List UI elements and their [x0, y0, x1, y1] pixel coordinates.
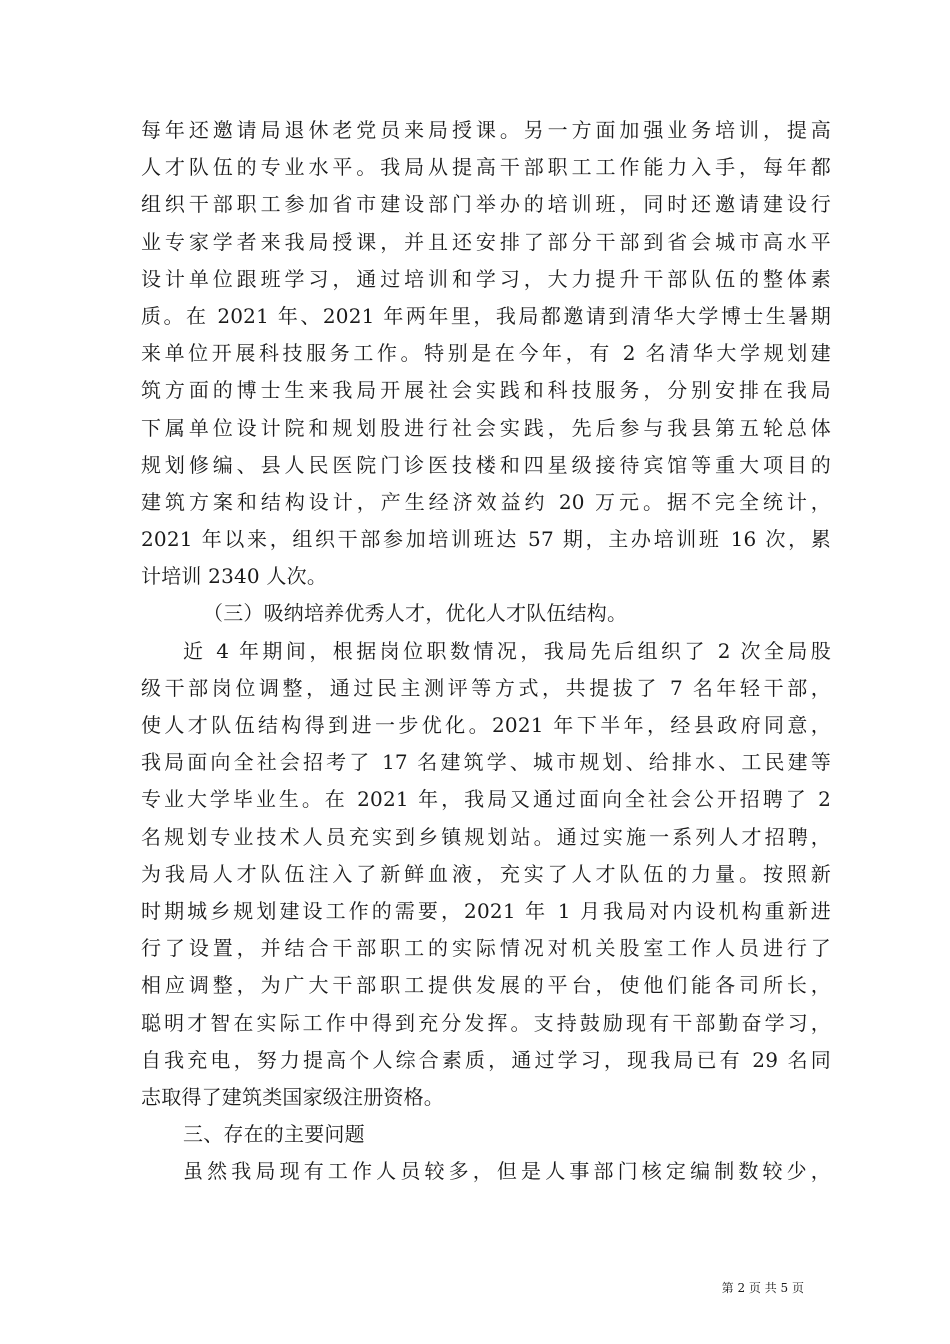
text-line: 规划修编、县人民医院门诊医技楼和四星级接待宾馆等重大项目的: [141, 452, 831, 477]
text-line: 质。在 2021 年、2021 年两年里，我局都邀请到清华大学博士生暑期: [141, 303, 831, 328]
text-line: 聪明才智在实际工作中得到充分发挥。支持鼓励现有干部勤奋学习，: [141, 1010, 831, 1035]
text-line: 时期城乡规划建设工作的需要，2021 年 1 月我局对内设机构重新进: [141, 898, 831, 923]
text-line: 计培训 2340 人次。: [141, 564, 328, 589]
paragraph-first-line: 虽然我局现有工作人员较多，但是人事部门核定编制数较少，: [183, 1159, 831, 1184]
text-line: 使人才队伍结构得到进一步优化。2021 年下半年，经县政府同意，: [141, 713, 831, 737]
text-line: 专业大学毕业生。在 2021 年，我局又通过面向全社会公开招聘了 2: [141, 787, 831, 812]
text-line: 志取得了建筑类国家级注册资格。: [141, 1084, 444, 1109]
text-line: 组织干部职工参加省市建设部门举办的培训班，同时还邀请建设行: [141, 192, 831, 217]
text-line: 我局面向全社会招考了 17 名建筑学、城市规划、给排水、工民建等: [141, 750, 831, 775]
text-line: 建筑方案和结构设计，产生经济效益约 20 万元。据不完全统计，: [141, 489, 831, 514]
text-line: 级干部岗位调整，通过民主测评等方式，共提拔了 7 名年轻干部，: [141, 675, 831, 700]
section-heading: 三、存在的主要问题: [183, 1122, 365, 1147]
text-line: 业专家学者来我局授课，并且还安排了部分干部到省会城市高水平: [141, 229, 831, 254]
text-line: 人才队伍的专业水平。我局从提高干部职工工作能力入手，每年都: [141, 155, 831, 180]
text-line: 来单位开展科技服务工作。特别是在今年，有 2 名清华大学规划建: [141, 341, 831, 366]
text-line: 每年还邀请局退休老党员来局授课。另一方面加强业务培训，提高: [141, 118, 831, 142]
document-body: [141, 112, 831, 1190]
text-line: 自我充电，努力提高个人综合素质，通过学习，现我局已有 29 名同: [141, 1047, 831, 1072]
text-line: 筑方面的博士生来我局开展社会实践和科技服务，分别安排在我局: [141, 378, 831, 403]
text-line: 设计单位跟班学习，通过培训和学习，大力提升干部队伍的整体素: [141, 266, 831, 291]
text-line: 2021 年以来，组织干部参加培训班达 57 期，主办培训班 16 次，累: [141, 527, 831, 552]
section-heading: （三）吸纳培养优秀人才，优化人才队伍结构。: [203, 601, 628, 626]
page-number: 第 2 页 共 5 页: [721, 1281, 804, 1295]
text-line: 为我局人才队伍注入了新鲜血液，充实了人才队伍的力量。按照新: [141, 861, 831, 886]
paragraph-first-line: 近 4 年期间，根据岗位职数情况，我局先后组织了 2 次全局股: [183, 638, 831, 663]
text-line: 名规划专业技术人员充实到乡镇规划站。通过实施一系列人才招聘，: [141, 824, 831, 849]
text-line: 行了设置，并结合干部职工的实际情况对机关股室工作人员进行了: [141, 936, 831, 961]
text-line: 相应调整，为广大干部职工提供发展的平台，使他们能各司所长，: [141, 973, 831, 998]
text-line: 下属单位设计院和规划股进行社会实践，先后参与我县第五轮总体: [141, 415, 831, 440]
